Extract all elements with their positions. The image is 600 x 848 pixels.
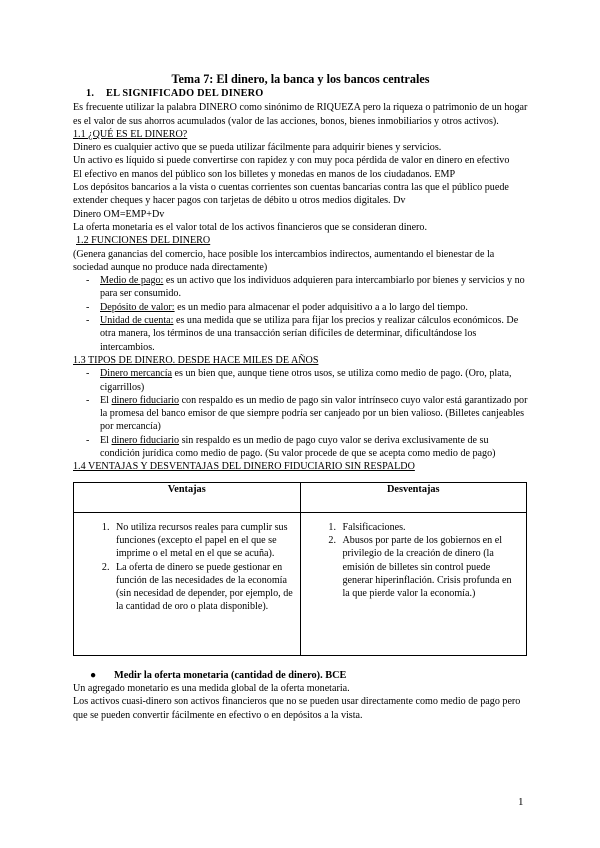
page-title: Tema 7: El dinero, la banca y los bancos centrales <box>171 72 430 86</box>
list-item <box>90 394 528 434</box>
paragraph: Los depósitos bancarios a la vista o cuentas corrientes son cuentas bancarias contra las que el público puede extender cheques y hacer pagos con tarjetas de débito u otros medios digitales. Dv <box>73 182 509 207</box>
subsection-1-4-heading: 1.4 VENTAJAS Y DESVENTAJAS DEL DINERO FIDUCIARIO SIN RESPALDO <box>73 461 415 473</box>
term: Dinero mercancía <box>100 368 173 380</box>
ventajas-list <box>80 521 294 614</box>
list-item <box>90 274 528 301</box>
definition: es una medida que se utiliza para fijar los precios y realizar cálculos económicos. De otra manera, los términos de una transacción serían difíciles de determinar, dificultándose los intercambios. <box>100 315 519 353</box>
prefix: El <box>100 394 112 406</box>
term: Unidad de cuenta: <box>100 315 174 327</box>
subsection-1-1-heading: 1.1 ¿QUÉ ES EL DINERO? <box>73 128 188 140</box>
ventajas-cell <box>74 512 301 655</box>
paragraph: Un activo es líquido si puede convertirse con rapidez y con muy poca pérdida de valor en dinero en efectivo <box>73 155 510 167</box>
desventajas-list <box>307 521 521 601</box>
paragraph: La oferta monetaria es el valor total de los activos financieros que se consideran dinero. <box>73 221 427 233</box>
definition: es un activo que los individuos adquieren para intercambiarlo por bienes y servicios y no para ser consumido. <box>100 275 525 300</box>
money-types-list <box>73 367 528 460</box>
term: dinero fiduciario <box>111 434 180 446</box>
prefix: El <box>100 434 112 446</box>
definition: sin respaldo es un medio de pago cuyo valor se deriva exclusivamente de su condición jurídica como medio de pago. (Su valor procede de que se acepta como medio de pago) <box>100 434 496 460</box>
list-item: 1. Falsificaciones. <box>339 521 521 534</box>
document-page <box>73 72 528 722</box>
table-header-row <box>74 482 527 512</box>
list-item <box>90 434 528 461</box>
section-1-intro: Es frecuente utilizar la palabra DINERO como sinónimo de RIQUEZA pero la riqueza o patrimonio de un hogar es el valor de sus ahorros acumulados (valor de las acciones, bonos, bienes inmobiliarios y otros activos). <box>73 102 528 127</box>
medir-title: Medir la oferta monetaria (cantidad de dinero). BCE <box>114 669 347 681</box>
term: Medio de pago: <box>100 275 164 287</box>
list-item: 2. La oferta de dinero se puede gestionar en función de las necesidades de la economía (sin necesidad de depender, por ejemplo, de la cantidad de oro o plata disponible). <box>112 561 294 614</box>
table-row <box>74 512 527 655</box>
section-1-heading <box>86 87 528 100</box>
advantages-table <box>73 482 527 656</box>
definition: con respaldo es un medio de pago sin valor intrínseco cuyo valor está garantizado por la promesa del banco emisor de que siempre podría ser canjeado por un bien valioso. (Billetes canjeables por mercancía) <box>100 394 528 433</box>
term: Depósito de valor: <box>100 301 175 313</box>
list-item: 1. No utiliza recursos reales para cumplir sus funciones (excepto el papel en el que se imprime o el metal en el que se acuña). <box>112 521 294 561</box>
paragraph: Los activos cuasi-dinero son activos financieros que no se pueden usar directamente como medio de pago pero que se pueden convertir fácilmente en efectivo o en depósitos a la vista. <box>73 696 521 721</box>
functions-list <box>73 274 528 354</box>
formula-line: Dinero OM=EMP+Dv <box>73 208 165 220</box>
column-header-desventajas: Desventajas <box>300 482 527 512</box>
paragraph: Dinero es cualquier activo que se pueda utilizar fácilmente para adquirir bienes y servicios. <box>73 142 442 154</box>
desventajas-cell <box>300 512 527 655</box>
paragraph: Un agregado monetario es una medida global de la oferta monetaria. <box>73 682 350 694</box>
section-1-number: 1. <box>86 88 95 99</box>
bullet-icon: ● <box>90 669 97 681</box>
list-item <box>90 301 528 314</box>
list-item <box>90 367 528 394</box>
subsection-1-3-heading: 1.3 TIPOS DE DINERO. DESDE HACE MILES DE AÑOS <box>73 354 319 366</box>
definition: es un medio para almacenar el poder adquisitivo a a lo largo del tiempo. <box>174 301 468 313</box>
page-number: 1 <box>518 796 524 808</box>
paragraph: El efectivo en manos del público son los billetes y monedas en manos de los ciudadanos. EMP <box>73 168 456 180</box>
term: dinero fiduciario <box>111 394 180 406</box>
medir-heading <box>90 669 528 682</box>
list-item: 2. Abusos por parte de los gobiernos en el privilegio de la creación de dinero (la emisión de billetes sin control puede generar hiperinflación. Crisis profunda en la que pierde valor la economía.) <box>339 534 521 600</box>
list-item <box>90 314 528 354</box>
section-1-title: EL SIGNIFICADO DEL DINERO <box>106 88 264 99</box>
subsection-1-2-heading: 1.2 FUNCIONES DEL DINERO <box>76 235 211 247</box>
paragraph: (Genera ganancias del comercio, hace posible los intercambios indirectos, aumentando el bienestar de la sociedad aunque no produce nada directamente) <box>73 248 495 273</box>
definition: es un bien que, aunque tiene otros usos, se utiliza como medio de pago. (Oro, plata, cigarrillos) <box>100 368 512 393</box>
column-header-ventajas: Ventajas <box>74 482 301 512</box>
